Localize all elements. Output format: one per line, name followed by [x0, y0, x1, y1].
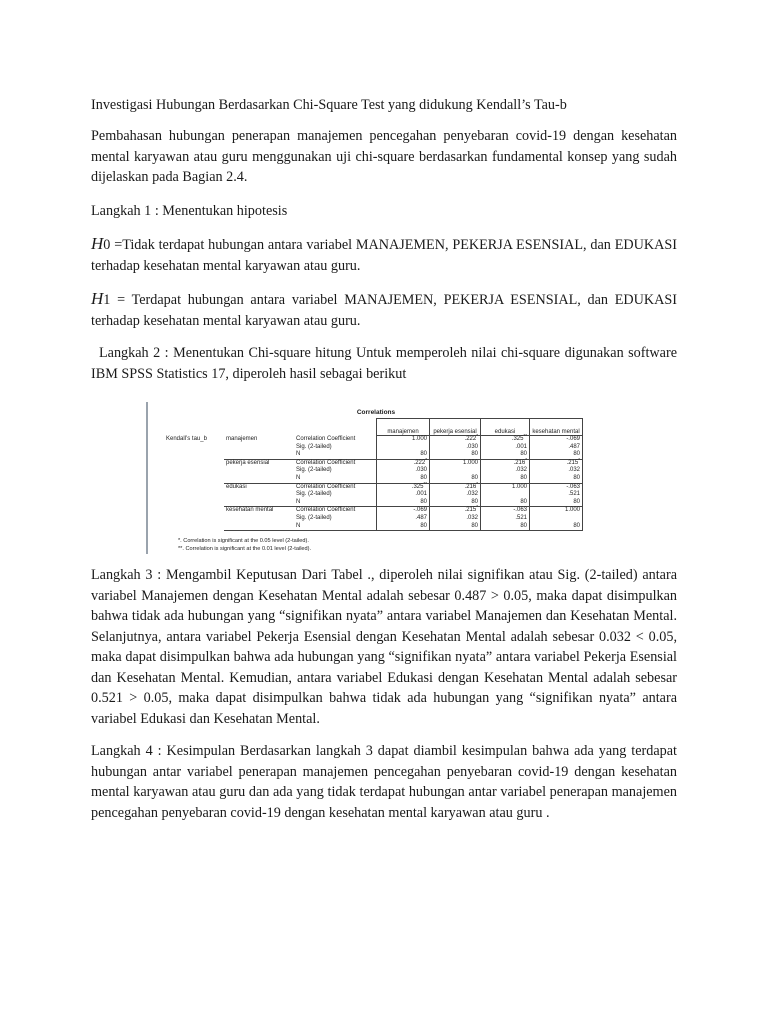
value-cell	[481, 475, 530, 483]
value-text: 80	[420, 451, 427, 458]
stat-label-cell	[164, 451, 224, 459]
value-cell	[481, 499, 530, 507]
hypothesis-h1	[91, 289, 677, 331]
value-cell	[377, 444, 430, 452]
stat-label-cell	[164, 523, 224, 531]
value-text: 1.000	[462, 459, 478, 466]
row-stat-cell: Correlation Coefficient	[294, 507, 377, 515]
value-cell	[481, 456, 530, 467]
row-stat-cell: N	[294, 499, 377, 507]
value-text: .325	[511, 436, 524, 442]
row-variable-cell	[224, 444, 294, 452]
value-text: 80	[520, 474, 527, 481]
value-text: .032	[568, 467, 580, 474]
row-variable-cell	[224, 499, 294, 507]
value-text: .215	[464, 507, 477, 514]
stat-label-cell	[164, 491, 224, 499]
value-cell	[530, 444, 583, 452]
value-cell	[377, 515, 430, 523]
row-stat-cell: Correlation Coefficient	[294, 436, 377, 444]
step4-paragraph: Langkah 4 : Kesimpulan Berdasarkan langkah 3 dapat diambil kesimpulan bahwa ada yang terdapat hubungan antar variabel penerapan manajemen pencegahan penyebaran covid-19 dengan kesehatan mental karyawan atau guru dan ada yang tidak terdapat hubungan antar variabel penerapan manajemen pencegahan penyebaran covid-19 dengan kesehatan mental karyawan atau guru .	[91, 743, 677, 821]
value-cell	[530, 491, 583, 499]
value-cell	[430, 491, 481, 499]
figure-border	[146, 402, 148, 554]
value-text: 80	[573, 498, 580, 505]
value-text: .001	[415, 491, 427, 498]
row-stat-cell: N	[294, 451, 377, 459]
significance-marker: *	[425, 456, 427, 462]
value-cell	[377, 451, 430, 459]
value-text: 80	[520, 522, 527, 529]
value-text: .032	[466, 491, 478, 498]
step2-paragraph	[91, 343, 677, 384]
stat-label-cell	[164, 483, 224, 491]
value-cell	[530, 507, 583, 515]
col-header: kesehatan mental	[530, 419, 583, 436]
table-row	[164, 515, 583, 523]
value-text: .032	[515, 467, 527, 474]
table-row	[164, 451, 583, 459]
value-cell	[430, 480, 481, 491]
value-text: .001	[515, 443, 527, 450]
value-cell	[430, 504, 481, 515]
value-text: 80	[573, 522, 580, 529]
value-text: .487	[415, 514, 427, 521]
col-header: pekerja esensial	[430, 419, 481, 436]
value-text: -.069	[566, 436, 580, 442]
value-cell	[481, 507, 530, 515]
h0-text: =Tidak terdapat hubungan antara variabel MANAJEMEN, PEKERJA ESENSIAL, dan EDUKASI terhadap kesehatan mental karyawan atau guru.	[91, 237, 677, 274]
table-footnote: **. Correlation is significant at the 0.01 level (2-tailed).	[178, 546, 312, 552]
step3-paragraph: Langkah 3 : Mengambil Keputusan Dari Tabel ., diperoleh nilai signifikan atau Sig. (2-tailed) antara variabel Manajemen dengan Kesehatan Mental adalah sebesar 0.487 > 0.05, maka dapat disimpulkan bahwa tidak ada hubungan yang “signifikan nyata” antara variabel Manajemen dan Kesehatan Mental. Selanjutnya, antara variabel Pekerja Esensial dengan Kesehatan Mental adalah sebesar 0.032 < 0.05, maka dapat disimpulkan bahwa ada hubungan yang “signifikan nyata” antara variabel Pekerja Esensial dan Kesehatan Mental. Kemudian, antara variabel Edukasi dengan Kesehatan Mental adalah sebesar 0.521 > 0.05, maka dapat disimpulkan bahwa tidak ada hubungan yang “signifikan nyata” antara variabel Edukasi dan Kesehatan Mental.	[91, 567, 677, 727]
value-text: -.063	[513, 507, 527, 514]
value-cell	[377, 475, 430, 483]
value-text: 80	[420, 522, 427, 529]
value-cell	[530, 436, 583, 444]
h1-symbol: H	[91, 289, 104, 308]
value-text: 1.000	[411, 436, 427, 442]
value-text: .030	[415, 467, 427, 474]
stat-label-cell	[164, 515, 224, 523]
table-header-row	[164, 419, 583, 436]
value-text: 80	[471, 498, 478, 505]
table-row	[164, 436, 583, 444]
row-stat-cell: Sig. (2-tailed)	[294, 444, 377, 452]
value-cell	[530, 467, 583, 475]
h1-text: = Terdapat hubungan antara variabel MANAJEMEN, PEKERJA ESENSIAL, dan EDUKASI terhadap kesehatan mental karyawan atau guru.	[91, 292, 677, 329]
value-text: .030	[466, 443, 478, 450]
value-text: 80	[471, 522, 478, 529]
row-variable-cell: pekerja esensial	[226, 459, 270, 466]
table-row	[164, 459, 583, 467]
stat-label-cell	[164, 444, 224, 452]
row-variable-cell	[224, 467, 294, 475]
row-stat-cell: Correlation Coefficient	[294, 459, 377, 467]
row-variable-cell	[224, 523, 294, 531]
value-text: -.069	[413, 507, 427, 514]
spss-correlations-figure	[146, 402, 606, 558]
hypothesis-h0	[91, 234, 677, 276]
value-text: .521	[515, 514, 527, 521]
table-title: Correlations	[356, 409, 396, 416]
stat-label-cell	[164, 459, 224, 467]
row-stat-cell: N	[294, 475, 377, 483]
stat-label-cell	[164, 507, 224, 515]
stat-label-cell	[164, 475, 224, 483]
value-cell	[377, 507, 430, 515]
value-text: .325	[411, 483, 424, 490]
col-header: edukasi	[481, 419, 530, 436]
value-cell	[481, 523, 530, 531]
value-text: .222	[413, 459, 426, 466]
value-cell	[530, 475, 583, 483]
value-text: 80	[573, 474, 580, 481]
value-cell	[377, 523, 430, 531]
value-text: .032	[466, 514, 478, 521]
row-stat-cell: Sig. (2-tailed)	[294, 467, 377, 475]
table-row	[164, 507, 583, 515]
value-cell	[430, 467, 481, 475]
value-text: .222	[464, 436, 477, 442]
value-text: 80	[420, 498, 427, 505]
value-cell	[430, 515, 481, 523]
value-text: 80	[471, 451, 478, 458]
significance-marker: *	[476, 480, 478, 486]
significance-marker: **	[423, 480, 427, 486]
value-text: 80	[520, 498, 527, 505]
value-cell	[377, 456, 430, 467]
value-text: .216	[513, 459, 526, 466]
value-cell	[481, 467, 530, 475]
significance-marker: *	[476, 433, 478, 438]
value-cell	[530, 499, 583, 507]
step1-paragraph: Langkah 1 : Menentukan hipotesis	[91, 203, 288, 219]
value-cell	[430, 523, 481, 531]
value-cell	[377, 499, 430, 507]
significance-marker: *	[525, 456, 527, 462]
row-variable-cell: edukasi	[226, 483, 247, 490]
row-stat-cell: Correlation Coefficient	[294, 483, 377, 491]
value-text: 1.000	[511, 483, 527, 490]
value-cell	[377, 436, 430, 444]
table-row	[164, 467, 583, 475]
value-cell	[377, 467, 430, 475]
row-stat-cell: Sig. (2-tailed)	[294, 491, 377, 499]
value-cell	[377, 491, 430, 499]
value-text: 1.000	[564, 507, 580, 514]
row-stat-cell: N	[294, 523, 377, 531]
value-cell	[430, 433, 481, 444]
row-variable-cell: kesehatan mental	[226, 507, 274, 514]
value-cell	[530, 451, 583, 459]
row-variable-cell	[224, 515, 294, 523]
section-heading: Investigasi Hubungan Berdasarkan Chi-Square Test yang didukung Kendall’s Tau-b	[91, 97, 567, 113]
value-cell	[481, 515, 530, 523]
stat-label-cell: Kendall’s tau_b	[166, 436, 207, 442]
value-cell	[481, 433, 530, 444]
intro-paragraph: Pembahasan hubungan penerapan manajemen pencegahan penyebaran covid-19 dengan kesehatan mental karyawan atau guru menggunakan uji chi-square berdasarkan fundamental konsep yang sudah dijelaskan pada Bagian 2.4.	[91, 128, 677, 185]
h1-subscript: 1	[103, 292, 111, 308]
value-cell	[430, 444, 481, 452]
value-cell	[430, 451, 481, 459]
correlations-table	[164, 418, 583, 531]
stat-label-cell	[164, 467, 224, 475]
table-row	[164, 483, 583, 491]
value-text: 80	[471, 474, 478, 481]
value-cell	[530, 456, 583, 467]
stat-label-cell	[164, 499, 224, 507]
value-cell	[430, 459, 481, 467]
value-cell	[481, 451, 530, 459]
row-stat-cell: Sig. (2-tailed)	[294, 515, 377, 523]
value-cell	[430, 498, 481, 510]
value-cell	[530, 523, 583, 531]
value-cell	[481, 491, 530, 499]
value-text: .215	[566, 459, 579, 466]
value-text: .521	[568, 491, 580, 498]
step2-text: Langkah 2 : Menentukan Chi-square hitung Untuk memperoleh nilai chi-square digunakan software IBM SPSS Statistics 17, diperoleh hasil sebagai berikut	[91, 345, 677, 382]
col-header: manajemen	[377, 419, 430, 436]
value-text: .216	[464, 483, 477, 490]
row-variable-cell	[224, 491, 294, 499]
h0-symbol: H	[91, 234, 104, 253]
table-row	[164, 475, 583, 483]
value-text: .487	[568, 443, 580, 450]
value-text: 80	[420, 474, 427, 481]
h0-subscript: 0	[103, 237, 111, 253]
value-cell	[530, 483, 583, 491]
value-cell	[481, 483, 530, 491]
significance-marker: *	[578, 456, 580, 462]
value-text: -.063	[566, 483, 580, 490]
value-text: 80	[573, 451, 580, 458]
table-footnote: *. Correlation is significant at the 0.05 level (2-tailed).	[178, 538, 309, 544]
row-variable-cell: manajemen	[226, 436, 258, 442]
significance-marker: **	[523, 433, 527, 438]
value-cell	[530, 515, 583, 523]
value-cell	[377, 480, 430, 491]
significance-marker: *	[476, 504, 478, 510]
table-row	[164, 444, 583, 452]
table-row	[164, 499, 583, 507]
value-cell	[430, 475, 481, 483]
row-variable-cell	[224, 475, 294, 483]
value-cell	[481, 444, 530, 452]
table-row	[164, 491, 583, 499]
row-variable-cell	[224, 451, 294, 459]
table-row	[164, 523, 583, 531]
value-text: 80	[520, 451, 527, 458]
